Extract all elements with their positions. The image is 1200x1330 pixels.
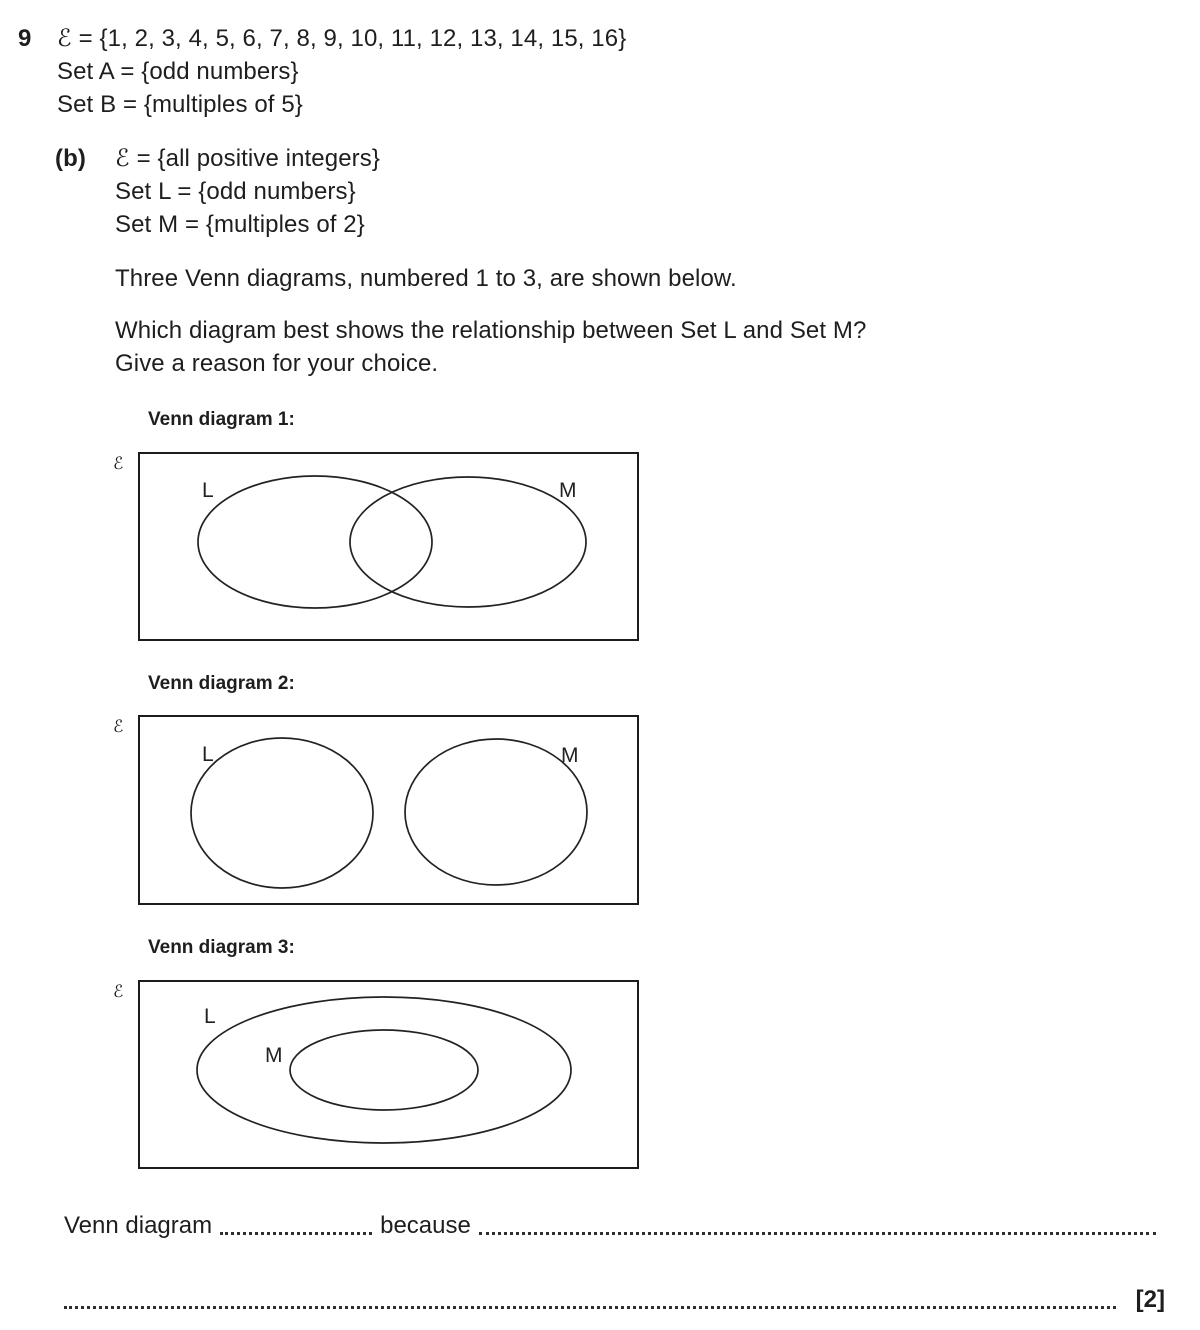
set-m-ellipse xyxy=(350,477,586,607)
universal-set-definition-b xyxy=(115,142,380,175)
task-question-line: Which diagram best shows the relationship between Set L and Set M? xyxy=(115,317,867,344)
set-m-ellipse xyxy=(290,1030,478,1110)
marks-badge: [2] xyxy=(1135,1286,1165,1313)
answer-blank-diagram-number xyxy=(220,1232,372,1235)
set-m-label: M xyxy=(561,744,579,767)
venn-diagram-3-graphic xyxy=(140,982,637,1167)
set-b-definition: Set B = {multiples of 5} xyxy=(57,91,303,118)
set-l-ellipse xyxy=(191,738,373,888)
venn-diagram-3-frame xyxy=(138,980,639,1169)
answer-prefix: Venn diagram xyxy=(64,1212,213,1239)
venn-diagram-2-frame xyxy=(138,715,639,905)
set-l-label: L xyxy=(202,743,214,766)
set-l-ellipse xyxy=(197,997,571,1143)
answer-line-1 xyxy=(64,1210,1164,1240)
set-a-definition: Set A = {odd numbers} xyxy=(57,58,299,85)
universal-set-values-b: = {all positive integers} xyxy=(136,145,380,172)
universal-set-symbol-2: ℰ xyxy=(113,717,124,737)
venn-diagram-2-graphic xyxy=(140,717,637,903)
intro-paragraph: Three Venn diagrams, numbered 1 to 3, are shown below. xyxy=(115,265,737,292)
venn-diagram-1-title: Venn diagram 1: xyxy=(148,409,295,430)
answer-blank-reason-2 xyxy=(64,1306,1116,1309)
set-l-label: L xyxy=(204,1005,216,1028)
answer-connector: because xyxy=(380,1212,471,1239)
universal-set-definition xyxy=(57,22,626,55)
venn-diagram-2-title: Venn diagram 2: xyxy=(148,673,295,694)
universal-set-values: = {1, 2, 3, 4, 5, 6, 7, 8, 9, 10, 11, 12, 13, 14, 15, 16} xyxy=(78,25,627,52)
set-m-definition: Set M = {multiples of 2} xyxy=(115,211,365,238)
universal-set-symbol-3: ℰ xyxy=(113,982,124,1002)
venn-diagram-1-frame xyxy=(138,452,639,641)
part-b-stem xyxy=(115,142,380,241)
script-e-symbol: ℰ xyxy=(115,144,130,172)
set-l-ellipse xyxy=(198,476,432,608)
question-stem xyxy=(57,22,626,121)
answer-line-2 xyxy=(64,1284,1165,1314)
task-paragraph xyxy=(115,314,866,380)
question-number: 9 xyxy=(18,25,32,52)
answer-blank-reason-1 xyxy=(479,1232,1156,1235)
venn-diagram-3-title: Venn diagram 3: xyxy=(148,937,295,958)
set-m-label: M xyxy=(559,479,577,502)
part-b-label: (b) xyxy=(55,145,86,172)
task-reason-line: Give a reason for your choice. xyxy=(115,350,439,377)
script-e-symbol: ℰ xyxy=(57,24,72,52)
set-l-definition: Set L = {odd numbers} xyxy=(115,178,356,205)
universal-set-symbol-1: ℰ xyxy=(113,454,124,474)
venn-diagram-1-graphic xyxy=(140,454,637,639)
set-l-label: L xyxy=(202,479,214,502)
set-m-ellipse xyxy=(405,739,587,885)
set-m-label: M xyxy=(265,1044,283,1067)
